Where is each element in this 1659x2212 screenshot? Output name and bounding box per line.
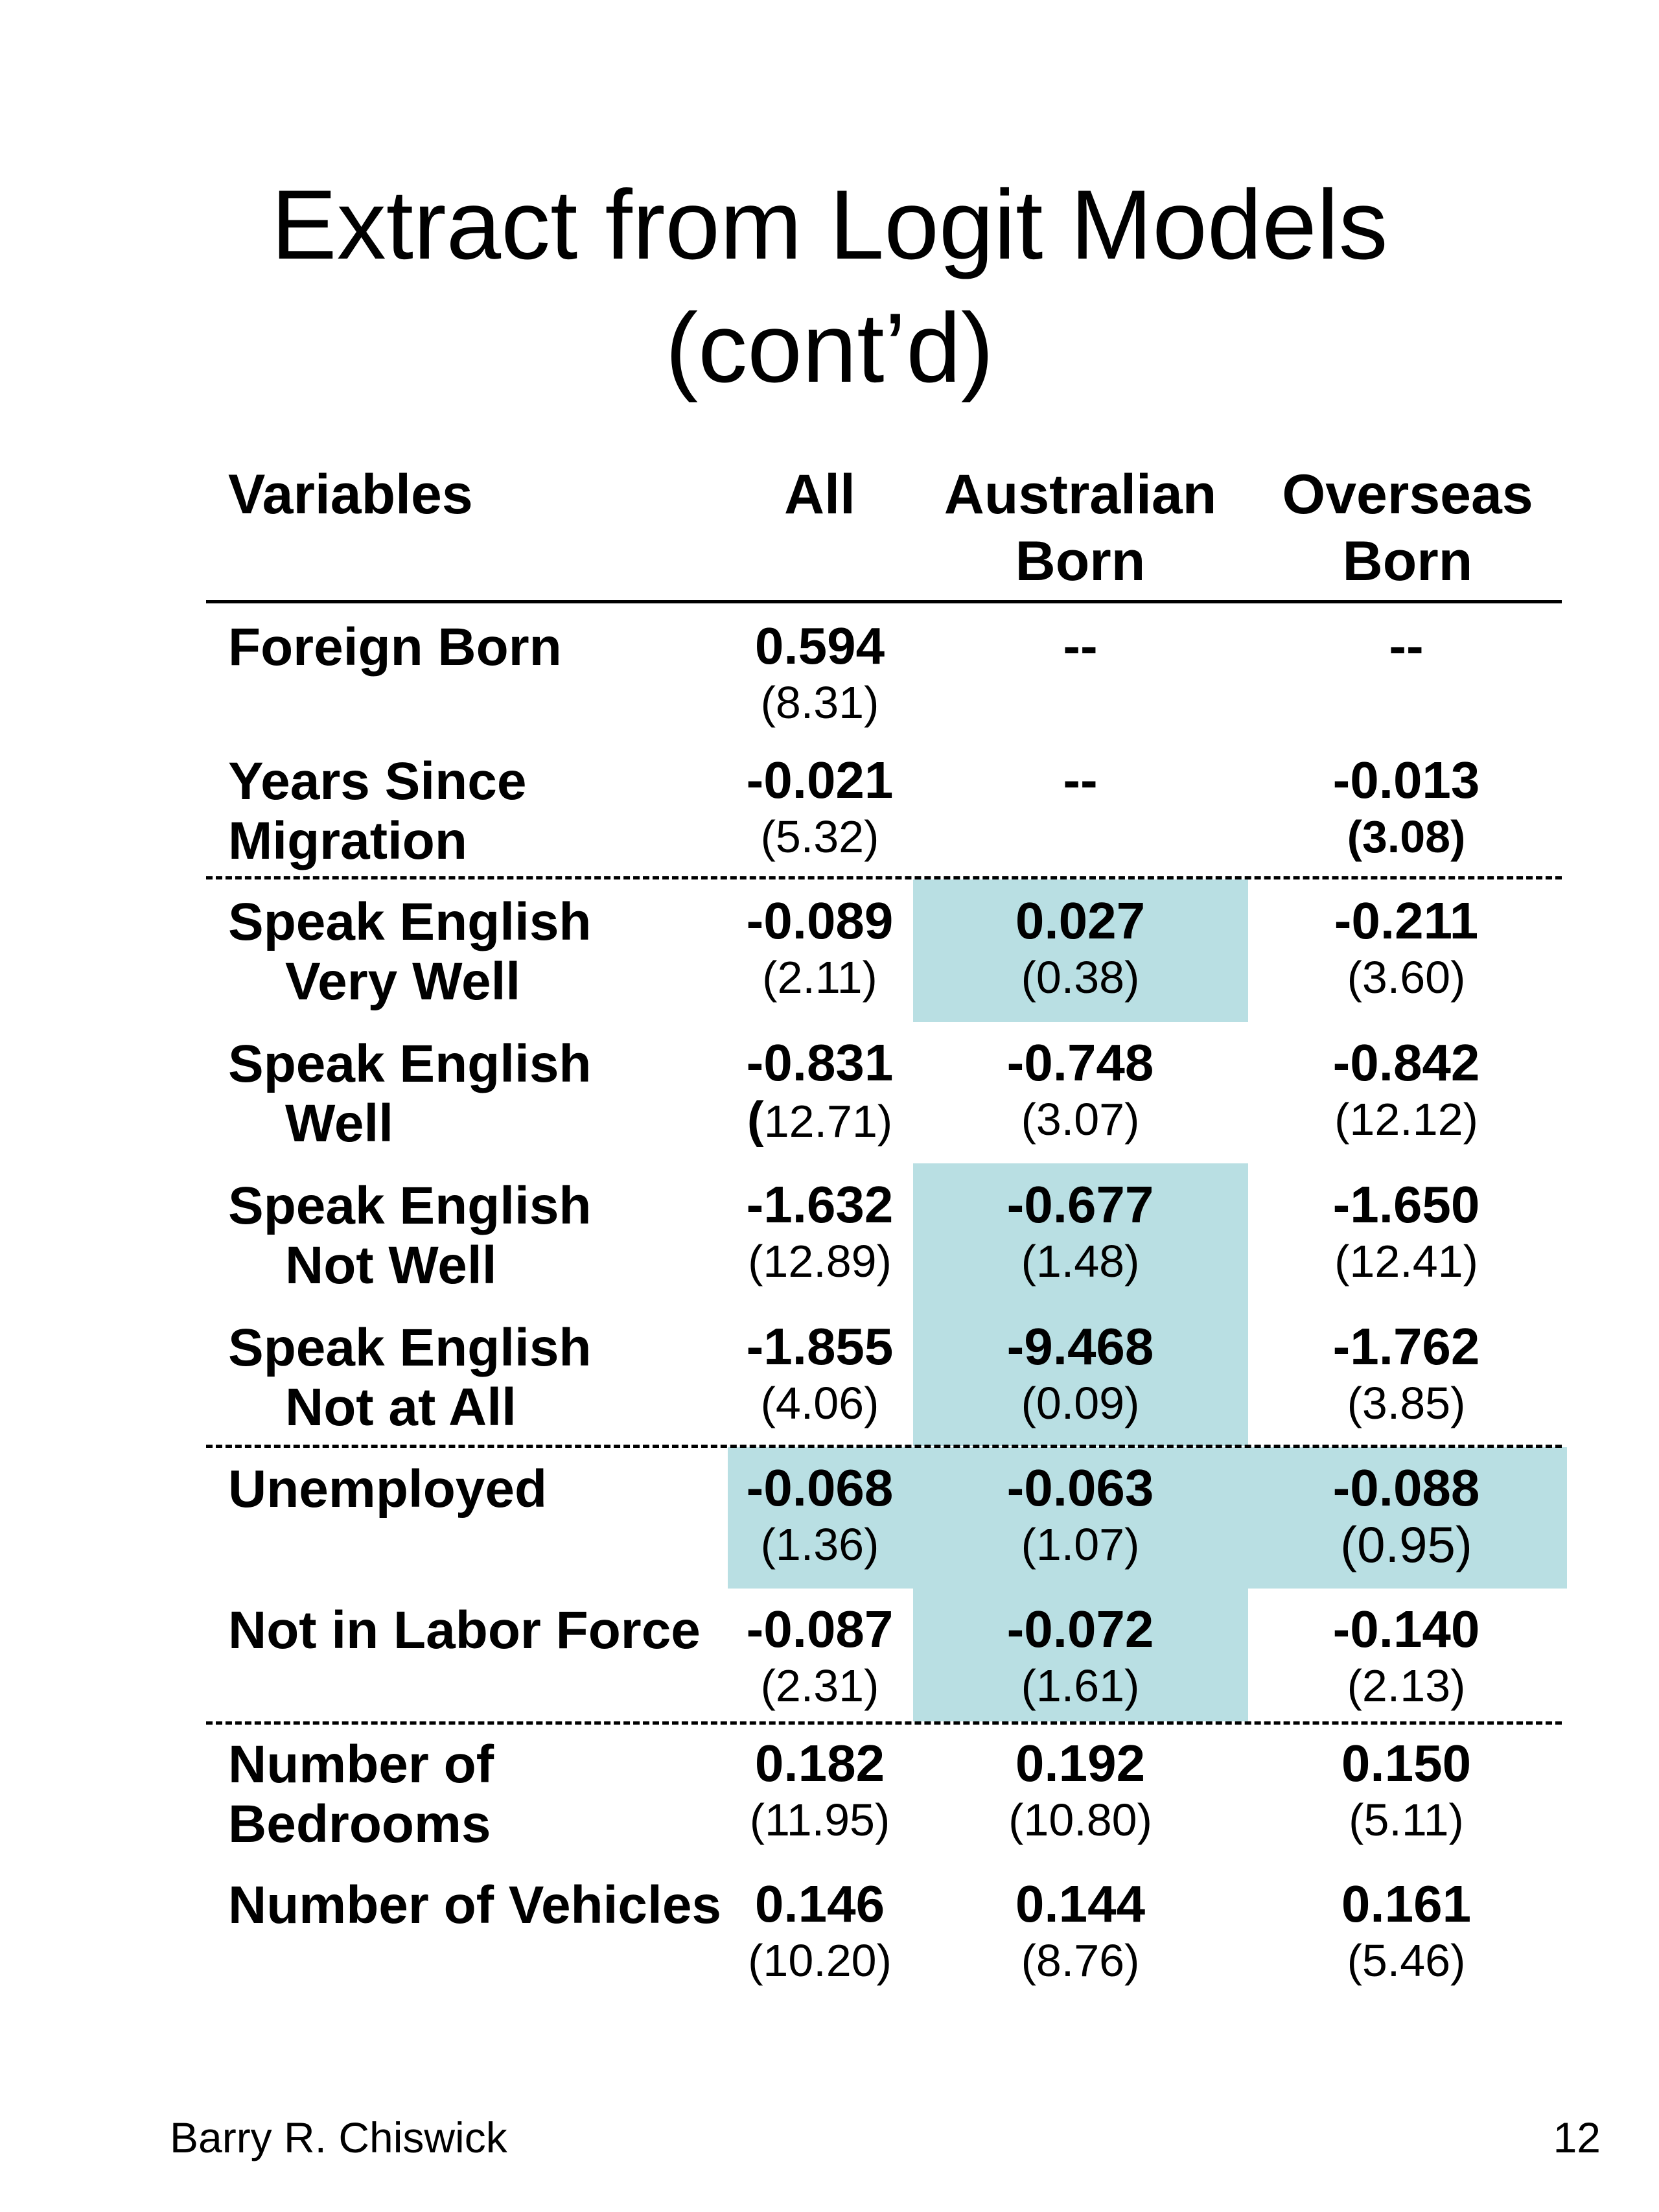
header-all: All [784,463,855,526]
coefficient: 0.594 [754,617,885,675]
row-label-speak-english-well [228,1034,592,1154]
cell-ovs-vehicles [1277,1876,1536,1988]
cell-aus-not-well [951,1176,1210,1289]
cell-all-not-well [690,1176,949,1289]
row-label-speak-english-not-well [228,1176,592,1296]
cell-ovs-ysm [1277,752,1536,865]
row-label-line: Migration [228,811,467,870]
divider-dashed-3 [206,1721,1562,1725]
t-statistic: (1.07) [1021,1519,1140,1570]
coefficient: -0.140 [1332,1600,1480,1658]
t-statistic: (12.12) [1334,1094,1478,1145]
row-label-not-in-labor-force [228,1601,701,1660]
t-statistic: (4.06) [760,1378,879,1428]
coefficient: -9.468 [1006,1318,1154,1375]
cell-ovs-not-well [1277,1176,1536,1289]
coefficient: -1.632 [746,1176,894,1233]
coefficient: 0.027 [1015,892,1146,949]
row-label-line: Not at All [285,1378,516,1437]
t-statistic: (3.85) [1347,1378,1466,1428]
t-statistic: (12.41) [1334,1236,1478,1286]
t-statistic: (3.60) [1347,952,1466,1003]
coefficient: -1.762 [1332,1318,1480,1375]
coefficient: -1.650 [1332,1176,1480,1233]
cell-aus-labor-force [951,1601,1210,1714]
coefficient: -0.088 [1332,1459,1480,1517]
divider-dashed-2 [206,1445,1562,1448]
coefficient: 0.161 [1341,1875,1472,1933]
coefficient: -0.842 [1332,1034,1480,1091]
row-label-speak-english-very-well [228,892,592,1012]
coefficient: 0.192 [1015,1734,1146,1792]
t-statistic: (3.08) [1347,811,1466,862]
t-statistic: (8.76) [1021,1935,1140,1986]
row-label-number-of-vehicles [228,1876,721,1935]
cell-ovs-very-well [1277,892,1536,1005]
t-statistic: (2.13) [1347,1660,1466,1711]
t-statistic: (2.11) [762,952,877,1003]
coefficient: -- [1389,617,1424,675]
t-statistic: (0.38) [1021,952,1140,1003]
cell-ovs-well [1277,1034,1536,1147]
row-label-line: Unemployed [228,1460,548,1519]
row-label-line: Not Well [285,1236,497,1295]
row-label-years-since-migration [228,752,526,871]
slide-title-line1: Extract from Logit Models [271,170,1388,280]
coefficient: -0.072 [1006,1600,1154,1658]
row-label-line: Bedrooms [228,1795,491,1854]
row-label-line: Number of [228,1735,494,1794]
cell-all-ysm [690,752,949,865]
cell-ovs-not-at-all [1277,1318,1536,1431]
t-statistic: (5.11) [1349,1795,1464,1845]
t-statistic: (5.46) [1347,1935,1466,1986]
cell-aus-bedrooms [951,1735,1210,1848]
coefficient: -0.068 [746,1459,894,1517]
row-label-line: Speak English [228,1176,592,1235]
cell-all-bedrooms [690,1735,949,1848]
t-statistic: (10.20) [748,1935,892,1986]
t-statistic: (0.95) [1340,1516,1472,1573]
coefficient: -0.087 [746,1600,894,1658]
cell-aus-well [951,1034,1210,1147]
coefficient: -0.063 [1006,1459,1154,1517]
header-australian-line2: Born [1015,530,1146,592]
cell-ovs-labor-force [1277,1601,1536,1714]
header-overseas-line1: Overseas [1282,463,1533,526]
cell-aus-ysm [951,752,1210,809]
coefficient: 0.146 [754,1875,885,1933]
t-statistic: (12.89) [748,1236,892,1286]
t-statistic: (3.07) [1021,1094,1140,1145]
cell-all-labor-force [690,1601,949,1714]
row-label-line: Speak English [228,892,592,951]
header-rule [206,600,1562,603]
cell-all-not-at-all [690,1318,949,1431]
header-overseas-born [1246,461,1570,595]
row-label-speak-english-not-at-all [228,1318,592,1438]
t-statistic: (11.95) [749,1795,890,1845]
cell-all-vehicles [690,1876,949,1988]
cell-aus-unemployed [951,1460,1210,1572]
t-statistic: (5.32) [760,811,879,862]
cell-aus-foreign-born [951,618,1210,675]
footer-page-number: 12 [1553,2113,1601,2161]
t-statistic: (10.80) [1008,1795,1152,1845]
header-overseas-line2: Born [1342,530,1473,592]
coefficient: -0.831 [746,1034,894,1091]
t-statistic: (2.31) [760,1660,879,1711]
row-label-line: Very Well [285,952,521,1011]
cell-aus-vehicles [951,1876,1210,1988]
row-label-unemployed [228,1460,547,1519]
coefficient: -0.211 [1334,892,1479,949]
row-label-line: Well [285,1094,394,1153]
cell-all-very-well [690,892,949,1005]
row-label-line: Speak English [228,1318,592,1377]
t-statistic: (0.09) [1021,1378,1140,1428]
t-statistic: (1.36) [760,1519,879,1570]
row-label-line: Speak English [228,1034,592,1093]
cell-aus-not-at-all [951,1318,1210,1431]
cell-ovs-foreign-born [1277,618,1536,675]
coefficient: -0.748 [1006,1034,1154,1091]
coefficient: -- [1063,751,1098,809]
header-australian-line1: Australian [944,463,1217,526]
t-statistic: (8.31) [760,677,879,728]
header-australian-born [918,461,1242,595]
row-label-line: Not in Labor Force [228,1601,701,1660]
t-statistic [690,1091,949,1149]
row-label-foreign-born [228,618,562,677]
coefficient: -0.677 [1006,1176,1154,1233]
footer-author: Barry R. Chiswick [170,2113,507,2161]
t-statistic: (1.48) [1021,1236,1140,1286]
divider-dashed-1 [206,876,1562,879]
slide-title-line2: (cont’d) [665,293,994,403]
row-label-line: Number of Vehicles [228,1876,722,1935]
coefficient: 0.150 [1341,1734,1472,1792]
t-statistic-value: 12.71) [763,1096,893,1147]
coefficient: 0.182 [754,1734,885,1792]
row-label-line: Years Since [228,752,527,811]
t-statistic: (1.61) [1021,1660,1140,1711]
row-label-line: Foreign Born [228,618,562,677]
coefficient: -- [1063,617,1098,675]
cell-ovs-bedrooms [1277,1735,1536,1848]
row-label-number-of-bedrooms [228,1735,494,1854]
t-statistic-open-paren: ( [747,1091,764,1148]
cell-all-well [690,1034,949,1149]
coefficient: -0.013 [1332,751,1480,809]
cell-all-foreign-born [690,618,949,730]
cell-all-unemployed [690,1460,949,1572]
cell-aus-very-well [951,892,1210,1005]
coefficient: -1.855 [746,1318,894,1375]
header-variables: Variables [228,463,473,526]
coefficient: -0.089 [746,892,894,949]
coefficient: 0.144 [1015,1875,1146,1933]
coefficient: -0.021 [746,751,894,809]
cell-ovs-unemployed [1277,1460,1536,1572]
